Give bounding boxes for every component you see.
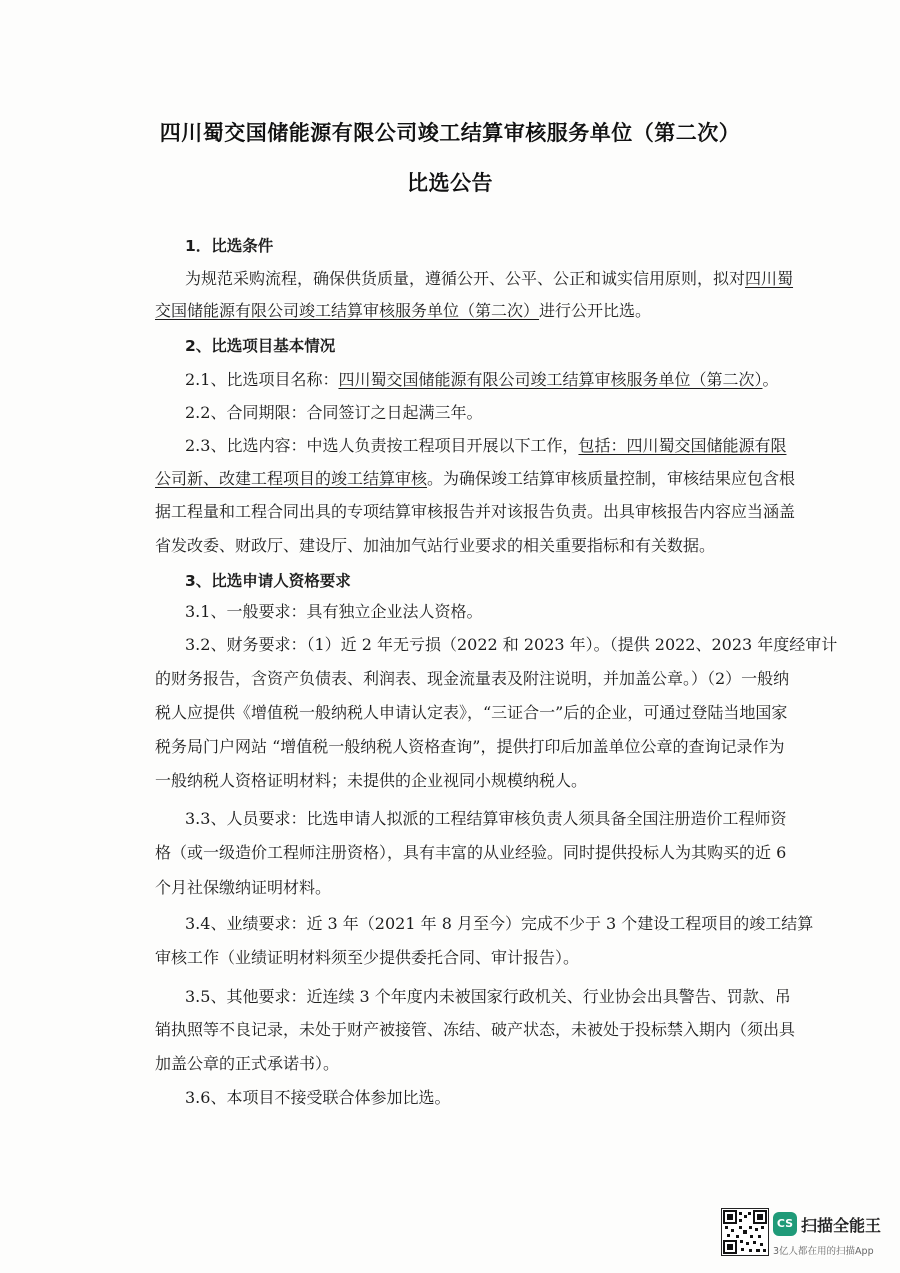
qr-code-icon [721, 1208, 769, 1256]
text-run: 2.3、比选内容：中选人负责按工程项目开展以下工作， [185, 436, 579, 455]
paragraph-line: 3.3、人员要求：比选申请人拟派的工程结算审核负责人须具备全国注册造价工程师资 [185, 809, 787, 828]
paragraph-line: 税务局门户网站 “增值税一般纳税人资格查询”，提供打印后加盖单位公章的查询记录作为 [155, 737, 785, 756]
paragraph-line: 一般纳税人资格证明材料；未提供的企业视同小规模纳税人。 [155, 771, 588, 790]
paragraph-line: 销执照等不良记录，未处于财产被接管、冻结、破产状态，未被处于投标禁入期内（须出具 [155, 1020, 796, 1039]
section-heading-1: 1．比选条件 [185, 237, 274, 255]
paragraph-line: 3.2、财务要求：（1）近 2 年无亏损（2022 和 2023 年）。（提供 2022、2023 年度经审计 [185, 635, 838, 654]
app-slogan: 3亿人都在用的扫描App [773, 1246, 874, 1257]
underlined-text: 交国储能源有限公司竣工结算审核服务单位（第二次） [155, 301, 540, 320]
paragraph-line: 税人应提供《增值税一般纳税人申请认定表》，“三证合一”后的企业，可通过登陆当地国家 [155, 703, 788, 722]
document-title-line2: 比选公告 [407, 171, 493, 195]
paragraph-line: 3.1、一般要求：具有独立企业法人资格。 [185, 602, 483, 621]
paragraph-line [185, 268, 793, 290]
paragraph-line: 3.4、业绩要求：近 3 年（2021 年 8 月至今）完成不少于 3 个建设工程项目的竣工结算 [185, 914, 814, 933]
text-run: 。 [762, 370, 779, 389]
paragraph-line: 格（或一级造价工程师注册资格），具有丰富的从业经验。同时提供投标人为其购买的近 6 [155, 843, 787, 862]
paragraph-line: 审核工作（业绩证明材料须至少提供委托合同、审计报告）。 [155, 948, 580, 967]
underlined-text: 公司新、改建工程项目的竣工结算审核 [155, 469, 428, 488]
camscanner-logo-icon: CS [773, 1212, 797, 1236]
section-heading-3: 3、比选申请人资格要求 [185, 572, 351, 590]
text-run: 。为确保竣工结算审核质量控制，审核结果应包含根 [427, 469, 796, 488]
text-run: 2.1、比选项目名称： [185, 370, 339, 389]
paragraph-line: 的财务报告，含资产负债表、利润表、现金流量表及附注说明，并加盖公章。）（2）一般纳 [155, 669, 790, 688]
paragraph-line: 据工程量和工程合同出具的专项结算审核报告并对该报告负责。出具审核报告内容应当涵盖 [155, 502, 796, 521]
paragraph-line: 3.5、其他要求：近连续 3 个年度内未被国家行政机关、行业协会出具警告、罚款、吊 [185, 987, 791, 1006]
paragraph-line: 3.6、本项目不接受联合体参加比选。 [185, 1088, 451, 1107]
text-run: 为规范采购流程，确保供货质量，遵循公开、公平、公正和诚实信用原则，拟对 [185, 269, 746, 288]
paragraph-line [185, 435, 786, 457]
underlined-text: 四川蜀交国储能源有限公司竣工结算审核服务单位（第二次） [338, 370, 763, 389]
document-title-line1: 四川蜀交国储能源有限公司竣工结算审核服务单位（第二次） [159, 121, 741, 145]
underlined-text: 包括：四川蜀交国储能源有限 [578, 436, 787, 455]
paragraph-line: 个月社保缴纳证明材料。 [155, 878, 332, 897]
paragraph-line [155, 468, 795, 490]
section-heading-2: 2、比选项目基本情况 [185, 337, 336, 355]
text-run: 进行公开比选。 [539, 301, 652, 320]
paragraph-line [185, 369, 778, 391]
paragraph-line: 2.2、合同期限：合同签订之日起满三年。 [185, 403, 483, 422]
paragraph-line [155, 300, 651, 322]
app-name: 扫描全能王 [801, 1216, 882, 1235]
paragraph-line: 省发改委、财政厅、建设厅、加油加气站行业要求的相关重要指标和有关数据。 [155, 536, 716, 555]
underlined-text: 四川蜀 [745, 269, 794, 288]
paragraph-line: 加盖公章的正式承诺书）。 [155, 1054, 340, 1073]
